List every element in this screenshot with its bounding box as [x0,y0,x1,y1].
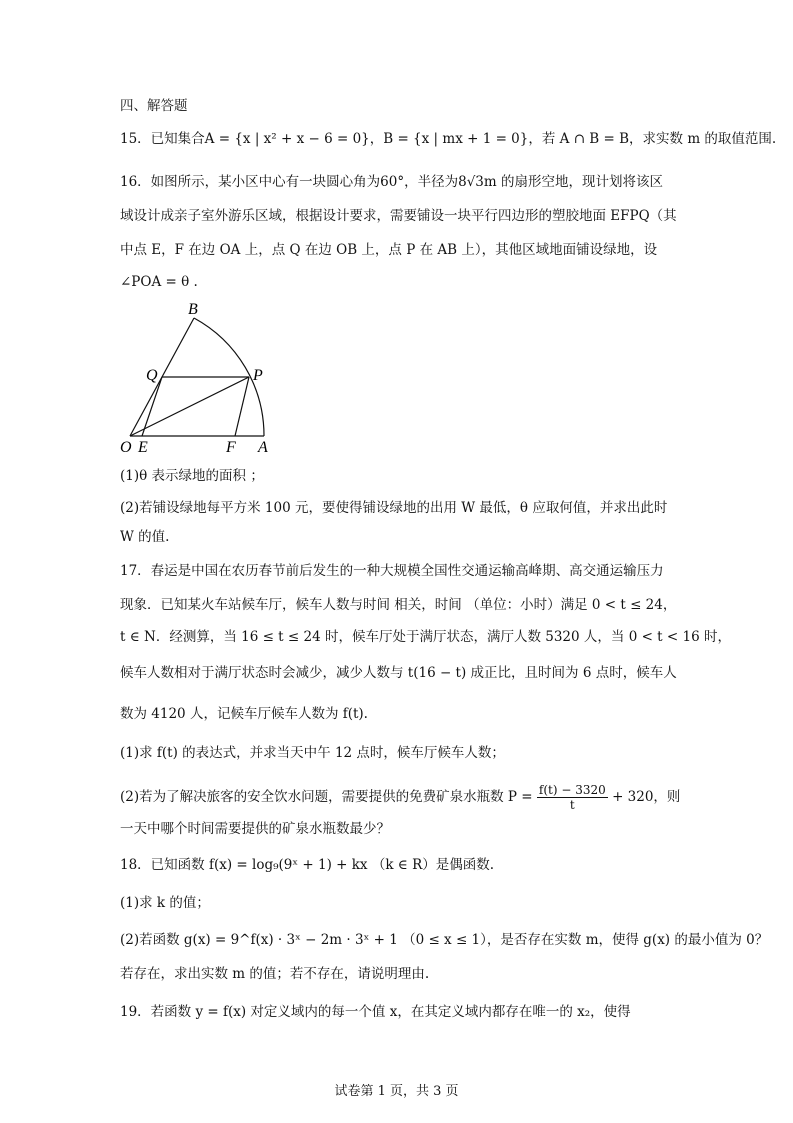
page-footer: 试卷第 1 页，共 3 页 [334,1084,459,1099]
question-16-sub-2-line-1: (2)若铺设绿地每平方米 100 元，要使得铺设绿地的出用 W 最低，θ 应取何值，并求出此时 [120,500,668,516]
fraction-denominator: t [569,798,575,812]
question-18-sub-2: (2)若函数 g(x) = 9^f(x) · 3ˣ − 2m · 3ˣ + 1 （0 ≤ x ≤ 1），是否存在实数 m，使得 g(x) 的最小值为 0？ [120,932,769,948]
question-17-sub-1: (1)求 f(t) 的表达式，并求当天中午 12 点时，候车厅候车人数； [120,745,505,761]
label-O: O [120,439,132,456]
fraction [537,783,608,812]
question-15: 15．已知集合A = {x | x² + x − 6 = 0}，B = {x | mx + 1 = 0}，若 A ∩ B = B，求实数 m 的取值范围. [120,131,777,147]
question-16-sub-2-line-2: W 的值. [120,529,170,545]
question-16-line-1: 16．如图所示，某小区中心有一块圆心角为60°，半径为8√3m 的扇形空地，现计划将该区 [120,174,663,190]
question-18-line-1: 18．已知函数 f(x) = log₉(9ˣ + 1) + kx （k ∈ R）是偶函数. [120,857,495,873]
question-17-sub-2 [120,780,680,814]
question-17-line-5: 数为 4120 人，记候车厅候车人数为 f(t). [120,706,368,722]
question-16-line-4: ∠POA = θ . [120,274,198,290]
question-19: 19．若函数 y = f(x) 对定义域内的每一个值 x，在其定义域内都存在唯一的 x₂，使得 [120,1004,631,1020]
segment-QE [142,377,162,436]
question-16-sub-1: (1)θ 表示绿地的面积 ； [120,468,264,484]
question-17-line-1: 17．春运是中国在农历春节前后发生的一种大规模全国性交通运输高峰期、高交通运输压力 [120,563,664,579]
section-heading: 四、解答题 [120,98,188,114]
question-17-line-2: 现象．已知某火车站候车厅，候车人数与时间 相关，时间 （单位：小时）满足 0 < t ≤ 24， [120,597,677,613]
question-18-sub-2-line-2: 若存在，求出实数 m 的值；若不存在，请说明理由. [120,966,430,982]
sector-figure [112,296,282,458]
question-16-line-3: 中点 E，F 在边 OA 上，点 Q 在边 OB 上，点 P 在 AB 上），其他区域地面铺设绿地，设 [120,242,658,258]
label-A: A [258,439,268,456]
label-P: P [253,367,263,384]
label-Q: Q [146,367,158,384]
question-17-sub-2-suffix: + 320，则 [612,789,681,805]
segment-OP [130,377,249,436]
question-18-sub-1: (1)求 k 的值； [120,895,210,911]
label-B: B [188,301,198,318]
question-17-sub-2-prefix: (2)若为了解决旅客的安全饮水问题，需要提供的免费矿泉水瓶数 P = [120,789,533,805]
fraction-numerator: f(t) − 3320 [538,783,606,797]
label-F: F [226,439,236,456]
question-17-line-4: 候车人数相对于满厅状态时会减少，减少人数与 t(16 − t) 成正比，且时间为 6 点时，候车人 [120,665,677,681]
segment-PF [235,377,249,436]
question-16-line-2: 域设计成亲子室外游乐区域，根据设计要求，需要铺设一块平行四边形的塑胶地面 EFPQ（其 [120,208,677,224]
question-17-line-3: t ∈ N．经测算，当 16 ≤ t ≤ 24 时，候车厅处于满厅状态，满厅人数 5320 人，当 0 < t < 16 时， [120,629,731,645]
label-E: E [138,439,148,456]
question-17-sub-2-line-2: 一天中哪个时间需要提供的矿泉水瓶数最少？ [120,821,390,837]
